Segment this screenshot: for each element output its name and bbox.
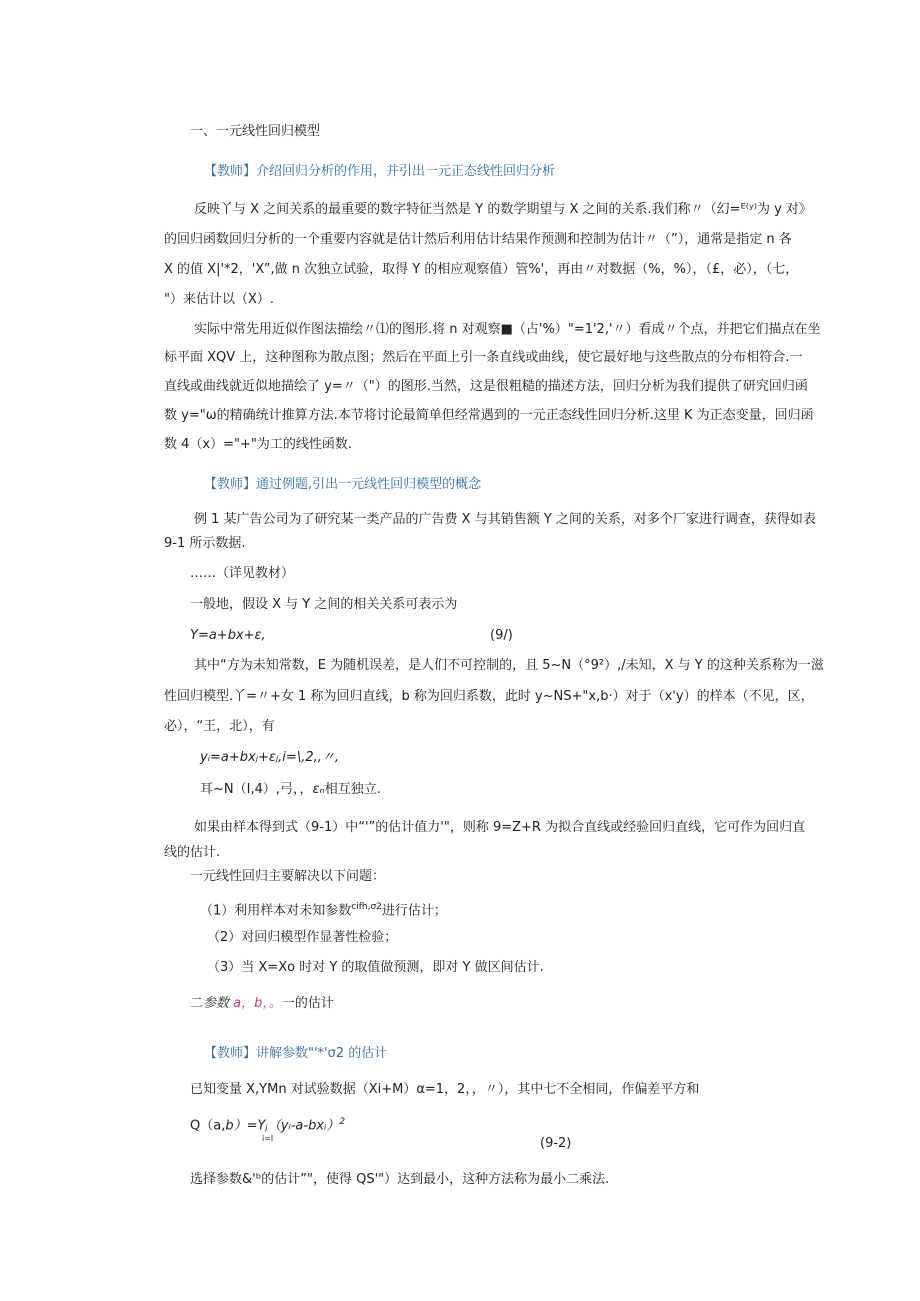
paragraph-2-line-4: 数 y="ω的精确统计推算方法.本节将讨论最简单但经常遇到的一元正态线性回归分析.这里 K 为正态变量，回归函: [164, 408, 814, 423]
issue-3: （3）当 X=Xo 时对 Y 的取值做预测，即对 Y 做区间估计.: [207, 960, 544, 975]
paragraph-2-line-3: 直线或曲线就近似地描绘了 y=〃（"）的图形.当然，这是很粗糙的描述方法，回归分析为我们提供了研究回归函: [164, 379, 808, 394]
equation-9-2-number: (9-2): [540, 1136, 572, 1151]
equation-9-1-number: (9/): [490, 628, 513, 643]
section-2-suffix: 一的估计: [281, 996, 334, 1011]
equation-q-square: 2: [339, 1117, 346, 1127]
paragraph-2-line-2: 标平面 XQV 上，这种图称为散点图；然后在平面上引一条直线或曲线，使它最好地与这些散点的分布相符合.一: [164, 350, 803, 365]
issue-1-suffix: 进行估计；: [381, 903, 447, 919]
section-2-prefix: 二: [190, 996, 204, 1011]
paragraph-3-line-2: 线的估计.: [164, 845, 221, 860]
paragraph-2-line-5: 数 4（x）="+"为工的线性函数.: [164, 437, 352, 452]
known-data: 已知变量 X,YMn 对试验数据（Xi+M）α=1，2，，〃），其中七不全相同，作偏差平方和: [190, 1082, 700, 1097]
issue-2: （2）对回归模型作显著性检验；: [207, 930, 398, 945]
paragraph-1-line-1: 反映丫与 X 之间关系的最重要的数字特征当然是 Y 的数学期望与 X 之间的关系.我们称〃（幻=ᴱ⁽ʸ⁾为 y 对》: [194, 202, 812, 217]
teacher-note-3: 【教师】讲解参数"'*'σ2 的估计: [204, 1046, 388, 1061]
issue-1: [200, 897, 447, 921]
equation-q-index: i=l: [262, 1134, 274, 1143]
paragraph-3-line-1: 如果由样本得到式（9-1）中“'”的估计值力'"，则称 9=Z+R 为拟合直线或经验回归直线，它可作为回归直: [194, 820, 806, 835]
section-title-1: 一、一元线性回归模型: [190, 124, 321, 139]
least-squares-statement: 选择参数&'ᵇ的估计”"，使得 QS'"）达到最小，这种方法称为最小二乘法.: [190, 1172, 610, 1187]
equation-sample: yᵢ=a+bxⱼ+εⱼ,i=\,2,,〃,: [200, 750, 339, 765]
equation-independence: [200, 780, 381, 800]
equation-q-prefix: Q（a,: [190, 1118, 226, 1134]
example-line-2: 9-1 所示数据.: [164, 536, 246, 551]
teacher-note-2: 【教师】通过例题,引出一元线性回归模型的概念: [204, 477, 482, 492]
paragraph-1-line-4: "）来估计以（X）.: [164, 292, 275, 307]
independence-suffix: 相互独立.: [324, 782, 381, 797]
model-line-2: 性回归模型.丫=〃+女 1 称为回归直线，b 称为回归系数，此时 y~NS+"x,b·）对于（x'y）的样本（不见，区，: [164, 689, 814, 704]
see-textbook: ……（详见教材）: [190, 566, 295, 581]
issue-1-prefix: （1）利用样本对未知参数: [200, 903, 352, 919]
paragraph-1-line-2: 的回归函数回归分析的一个重要内容就是估计然后利用估计结果作预测和控制为估计〃（”），通常是指定 n 各: [164, 232, 792, 247]
model-line-1: 其中“方为未知常数，E 为随机误差，是人们不可控制的，且 5~N（°9²）,/未知，X 与 Y 的这种关系称为一滋: [194, 658, 824, 673]
independence-prefix: 耳~N（I,4）,弓，，: [200, 782, 313, 797]
general-statement: 一般地，假设 X 与 Y 之间的相关关系可表示为: [190, 597, 458, 612]
section-title-2: [190, 994, 334, 1014]
issue-1-params: cifh,σ2: [351, 902, 382, 912]
equation-9-1: Y=a+bx+ε,: [190, 628, 266, 643]
main-issues: 一元线性回归主要解决以下问题：: [190, 869, 386, 884]
independence-epsilon: εₙ: [312, 782, 325, 797]
paragraph-1-line-3: X 的值 X|'*2，'X”,做 n 次独立试验，取得 Y 的相应观察值）管%'，再由〃对数据（%，%），（£，必），（七，: [164, 262, 799, 277]
equation-q-body: b）=Yⱼ（yᵢ-a-bxᵢ）: [225, 1118, 340, 1134]
section-2-params: a，b，。: [233, 996, 282, 1011]
paragraph-2-line-1: 实际中常先用近似作图法描绘〃⑴的图形.将 n 对观察■（占'%）"=1'2,'〃）看成〃个点，并把它们描点在坐: [194, 322, 821, 337]
model-line-3: 必），“王，北），有: [164, 719, 275, 734]
teacher-note-1: 【教师】介绍回归分析的作用，并引出一元正态线性回归分析: [204, 164, 556, 179]
example-line-1: 例 1 某广告公司为了研究某一类产品的广告费 X 与其销售额 Y 之间的关系，对多个厂家进行调查，获得如表: [194, 512, 816, 527]
section-2-params-word: 参数: [203, 996, 230, 1011]
